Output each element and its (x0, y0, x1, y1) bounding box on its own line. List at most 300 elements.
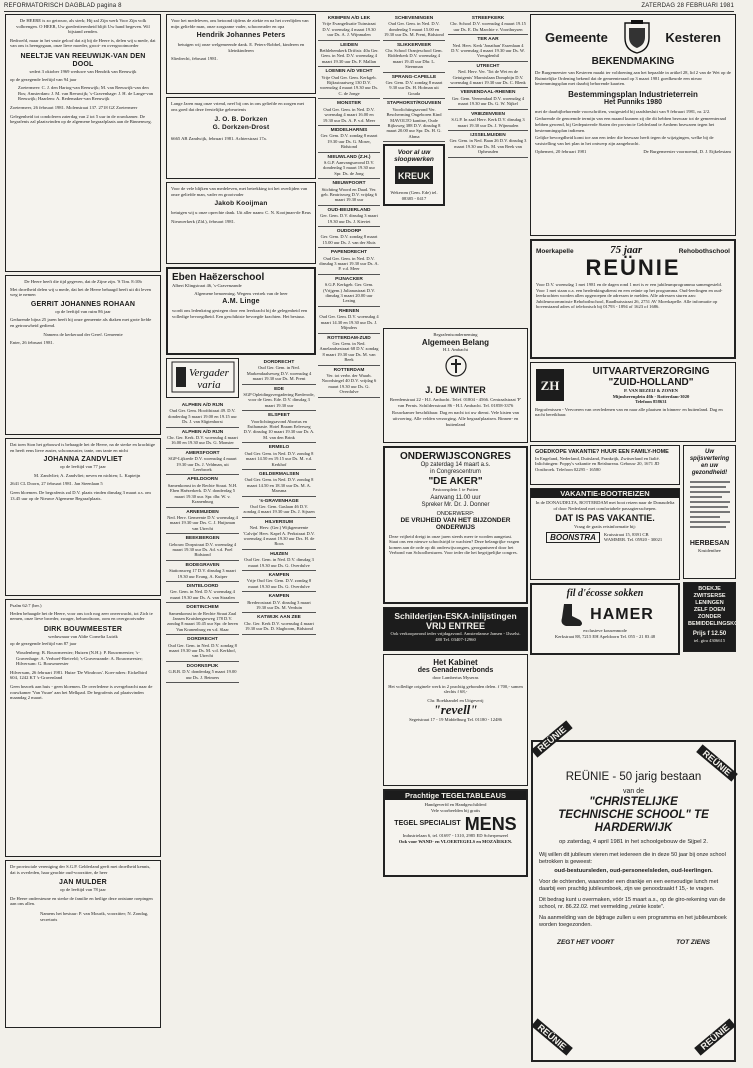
church-service-place: UTRECHT (476, 63, 500, 69)
church-service-entry (166, 662, 239, 683)
death-notice-johanna (5, 438, 161, 596)
svg-text:ZH: ZH (540, 378, 560, 394)
death-notice-gerrit (5, 275, 161, 435)
book-shop-address: Segetstraat 17 - 19 Middelburg Tel. 01180 - 12486 (409, 717, 502, 723)
anniversary-notice-dorkzen (166, 97, 316, 179)
uitvaart-owners: P. VAN BEZEIJ & ZONEN (624, 388, 678, 393)
running-head (4, 3, 734, 12)
church-service-place: BODEGRAVEN (185, 562, 220, 568)
church-service-entry (318, 41, 380, 68)
church-service-place: MONSTER (337, 101, 361, 107)
svg-text:Vergader: Vergader (188, 367, 229, 379)
notice-signature: Namens het bestuur: P. van Mourik, voorzitter; N. Zondag, secretaris (40, 910, 149, 922)
notice-intro: Met droefheid delen wij u mede, dat het de Heere behaagd heeft uit dit leven weg te nemen (10, 286, 151, 298)
school-name: Eben Haëzerschool (172, 272, 265, 283)
congress-topic-heading: ONDERWERP: (436, 510, 475, 517)
church-service-place: STREEFKERK (471, 16, 505, 21)
notice-intro: Voor de vele blijken van medeleven, met betrekking tot het overlijden van onze geliefde man, vader en grootvader (171, 186, 308, 197)
vacancy-intro: Algemene benoeming. Wegens vertrek van de heer (194, 290, 288, 296)
church-service-entry (383, 73, 445, 100)
announcement-signature: De Burgemeester voornoemd, D. J. Eijkelestam (643, 149, 731, 155)
church-service-entry (318, 248, 380, 275)
church-service-place: ROTTERDAM (333, 367, 365, 373)
corner-banner-bottom-right: REÜNIE (694, 1018, 736, 1055)
book-author: door Lambertus Myseras (432, 675, 479, 680)
church-service-details: Chr. School D.V. woensdag 4 maart 19.15 uur Ds. E. Du Marchie v. Voorthuysen (450, 21, 526, 32)
church-service-entry (166, 449, 239, 476)
church-service-details: S.G.P. In zaal Herv. Kerk D.V. dinsdag 3 maart 19.30 uur Ds. J. Wijnmalen (451, 117, 525, 128)
deceased-name: JAN MULDER (59, 879, 107, 887)
church-service-details: S.G.P. Aanvangsavond D.V. donderdag 5 maart 19.30 uur Spr. Ds. de Jong (322, 159, 376, 176)
notice-age: op de gezegende leeftijd van 94 jaar (10, 76, 77, 82)
deceased-name: NEELTJE VAN REEUWIJK-VAN DEN DOOL (20, 52, 146, 68)
church-service-place: OUD-BEIJERLAND (327, 207, 371, 213)
church-service-entry (318, 366, 380, 398)
church-service-place: SCHEVENINGEN (394, 16, 434, 21)
ad-zwitserse-leningen (683, 582, 753, 652)
announcement-title: BEKENDMAKING (591, 56, 675, 67)
church-service-entry (383, 14, 445, 41)
plan-title: Bestemmingsplan Industrieterrein (568, 89, 698, 99)
school-name-line1: "CHRISTELIJKE (589, 796, 678, 808)
ad-onderwijscongres (383, 446, 528, 604)
column-family-notices (5, 14, 161, 1062)
funeral-address: Breedenstraat 22 - H.I. Ambacht. Telef. 01804 - 4566. Centraalstraat 'F' van Pernis. Schildersstraat 86 - H.I. Ambacht. Tel. 01858-3376 (389, 397, 522, 408)
notice-age: op de leeftijd van 78 jaar (60, 887, 106, 893)
church-service-entry (242, 497, 316, 518)
church-service-details: Chr. School Oranjeschool Gem. Ridderkerk D.V. woensdag 4 maart 19.45 uur Dhr. L. Steenman (385, 48, 443, 70)
church-service-entry (242, 613, 316, 634)
svg-text:varia: varia (196, 379, 221, 391)
notice-age: op de leeftijd van ruim 86 jaar (55, 308, 111, 314)
church-service-place: HUIZEN (270, 551, 288, 557)
church-service-details: Vrije Oud Ger. Gem. Kerkgeb. Rijksstraatweg 130 D.V. woensdag 4 maart 19.30 uur Ds. C. de Jonge (319, 74, 379, 96)
small-ads-left (530, 445, 680, 658)
reunie-date: op zaterdag, 4 april 1981 in het schoolgebouw de Sijpel 2. (559, 839, 708, 845)
vakantie-body: In de DONAUDELTA, ROTTERDAM met boot reizen naar de Donaudelta of door Nederland met comfortabele passagiersschepen. (535, 500, 675, 511)
hamer-brand: HAMER (590, 606, 654, 623)
church-service-entry (448, 14, 528, 35)
notice-arrangements: Geen bezoek aan huis - geen bloemen. De overledene is overgebracht naar de rouwkamer 'Van Vuure' aan het Melkpad. De begrafenis zal plaatsvinden maandag 2 maart. (10, 683, 153, 701)
congress-topic: DE VRIJHEID VAN HET BIJZONDER ONDERWIJS (400, 516, 511, 532)
tegel-title: Prachtige TEGELTABLEAUS (385, 791, 526, 800)
church-service-details: Oud Ger. Gem. Hoofdstraat 49. D.V. donderdag 5 maart 19.00 en 19.15 uur Ds. J. van Sligtenhorst (168, 408, 237, 425)
announcement-body-1: De Burgemeester van Kesteren maakt ter voldoening aan het bepaalde in artikel 28, lid 2 van de Wet op de Ruimtelijke Ordening bekend dat de gemeenteraad op 3 maart 1981 goedkeurde een nieuw bestemmingsplan met daarbij behorende kaarten. (535, 70, 731, 87)
svg-text:KREUK: KREUK (397, 171, 431, 182)
notice-verse: De HEERE is zo getrouw, als sterk; Hij zal Zijn werk Voor Zijn volk volbrengen. O HEER, Uw goedertierenheid blijft Uw hand begeven. Wil bijstand zenden. (16, 18, 150, 35)
vergader-varia-icon (171, 361, 235, 393)
funeral-title: Algemeen Belang (421, 337, 490, 347)
person-name-2: G. Dorkzen-Drost (212, 124, 270, 132)
church-service-entry (242, 550, 316, 571)
death-notice-neeltje (5, 14, 161, 272)
ad-reunie-rehobothschool (530, 239, 736, 359)
page-header-left: REFORMATORISCH DAGBLAD pagina 8 (4, 3, 122, 9)
book-subtitle: des Genadenverbonds (417, 667, 494, 674)
church-service-details: Stichting Woord en Daad. Ver. geb. Beatrixweg D.V. vrijdag 6 maart 19.30 uur (320, 186, 378, 203)
church-service-list (166, 401, 239, 683)
church-service-entry (242, 411, 316, 443)
church-service-entry (318, 99, 380, 126)
church-service-entry (318, 307, 380, 334)
schilderij-subtitle: VRIJ ENTREE (425, 621, 485, 631)
vacancy-body: wordt ons ledenkring gestegen door een leerkracht bij de gelegenheid een volledige bevoegdheid. Een geschiktste bevoegde krachten. Het bestuur. (172, 308, 308, 319)
thanks-notice-kooijman (166, 182, 316, 264)
church-service-entry (242, 470, 316, 497)
church-service-entry (318, 14, 380, 41)
church-service-list-2 (242, 358, 316, 683)
church-service-place: GELDERMALSEN (258, 471, 300, 477)
herbesan-text-block (690, 479, 730, 539)
church-service-entry (448, 35, 528, 62)
funeral-heading: Begrafenisonderneming (433, 332, 478, 337)
small-ads-right (683, 445, 753, 658)
church-service-details: Ver. tot verbr. der Waarh. Noordsingel 40 D.V. vrijdag 6 maart 19.30 uur Ds. G. Overdulve (321, 372, 377, 395)
tegel-address: Industrielaan 6, tel. 01697 - 1310, 2985 ED Scherpenzeel (402, 833, 509, 839)
congress-time: Aanvang 11.00 uur (430, 494, 481, 501)
notice-footer: 2641 CL Doorn, 27 februari 1981. Jan Steenlaan 5 (10, 481, 103, 487)
church-service-details: Oud Ger. Gem. in Ned. D.V. donderdag 5 maart 15.00 en 19.30 uur Ds. M. Prent, Bidstond (384, 21, 444, 38)
church-service-entry (242, 518, 316, 550)
tegel-bottom: Ook voor WAND- en VLOERTEGELS en MOZAÏEKEN. (398, 838, 513, 844)
church-service-details: Ger. Gem. Veenendaal D.V. woensdag 4 maart 19.30 uur Ds. G. W. Nijkel (451, 95, 525, 107)
church-service-details: Ger. Gem. in Ned. Baan 26 D.V. dinsdag 3 maart 19.30 uur Ds. M. van Beek van Opheusden (449, 138, 527, 155)
church-service-place: KATWIJK AAN ZEE (257, 615, 301, 621)
ad-kabinet-genadenverbond (383, 654, 528, 786)
uitvaart-body: Begrafenissen - Vervoeren van overledenen van en naar alle plaatsen in binnen- en buitenland. Dag en nacht bereikbaar. (535, 406, 723, 418)
church-service-entry (448, 110, 528, 131)
meetings-area (166, 358, 316, 683)
reunie-headline: REÜNIE - 50 jarig bestaan (565, 771, 702, 783)
church-service-place: VRIEZENVEEN (471, 111, 505, 117)
church-service-entry (318, 275, 380, 307)
church-service-details: Ned. Herv. (Ger.) Wijkgemeente 'Calvijn' Herv. Kapel A. Perkstraat D.V. woensdag 4 maart 19.30 uur Drs. H. de Roos (243, 525, 315, 547)
corner-banner-top-left: REÜNIE (531, 720, 573, 757)
announcement-body-2: met de daarbijbehorende voorschriften, vastgesteld bij raadsbesluit van 9 februari 1981, nr. 2/2. (535, 108, 711, 114)
funeral-subtitle: H.I. Ambacht (443, 346, 468, 352)
herbesan-brand: HERBESAN (689, 540, 730, 548)
notice-body: betuigen wij u onze oprechte dank. Uit aller naam: C. N. Kooijman-de Reus (171, 210, 311, 216)
reunie-body-4: Na aanmelding van de bijdrage zullen u een programma en het jubileumboek worden toegezonden. (539, 915, 727, 928)
church-service-entry (166, 401, 239, 428)
kreuk-logo-icon (394, 165, 434, 185)
boonstra-brand: BOONSTRA (546, 532, 600, 543)
church-service-entry (318, 126, 380, 153)
church-service-place: DORDRECHT (187, 637, 218, 643)
small-ads-row (530, 445, 753, 658)
church-service-details: Vrije Evangelisatie Tuinstraat D.V. woensdag 4 maart 19.30 uur Ds. A. J. Wijnmalen (322, 21, 376, 38)
church-service-details: Oud Ger. Gem. in Ned. D.V. zondag 8 maart 14.50 en 19.15 uur Ds. M. v.d. Kerkhof (244, 450, 314, 467)
notice-intro: Bedroefd, maar in het vaste geloof dat zij bij de Heere is, delen wij u mede, dat van ons is heengegaan, onze lieve moeder, groot- en overgrootmoeder (10, 37, 156, 49)
church-service-place: 's-GRAVENHAGE (259, 498, 299, 504)
sloop-address: Wekerom (Gem. Ede) tel. 08385 - 0417 (390, 190, 438, 201)
ad-herbesan (683, 445, 736, 579)
church-service-entry (318, 227, 380, 248)
church-service-place: KAMPEN (268, 573, 290, 578)
notice-footer: Hilversum, 26 februari 1981. Huize 'De Windroos'. Koer-adres: Eickelbird 604, 1242 KT 's-Gravenland (10, 669, 147, 681)
congress-speaker: Spreker Mr. Dr. J. Donner (421, 501, 490, 508)
church-service-place: DINTELOORD (186, 583, 219, 589)
church-service-entry (448, 131, 528, 158)
church-service-details: Oud Ger. Gem. in Ned. D.V. zondag 8 maart 14.50 en 18.30 uur Ds. M. A. Marsma (244, 477, 314, 494)
tegel-subtitle: Handgeverfd en Handgeschilderd (424, 802, 487, 807)
church-service-entry (242, 592, 316, 613)
church-service-entry (318, 67, 380, 99)
ad-family-home (530, 445, 680, 485)
church-service-details: Ger. Gem. D.V. zondag 8 maart 15.00 uur Ds. J. van der Sluis (320, 234, 378, 245)
revell-brand: "revell" (433, 702, 478, 718)
church-service-entry (448, 62, 528, 89)
church-service-entry (242, 571, 316, 592)
church-service-place: TER AAR (477, 37, 499, 43)
notice-verse: Dat toen Sion het gebouwd is behaagde het de Heere, na de sterke en krachtige en heeft eens lieve zuster, schoonzuster, tante, ons tante en nicht (10, 442, 156, 453)
plan-subtitle: Het Punniks 1980 (604, 98, 662, 106)
cross-logo-icon (445, 355, 467, 377)
ad-reunie-christelijke-technische-school (531, 724, 736, 1062)
municipality-name: Kesteren (665, 29, 721, 45)
notice-arrangements: Geen bloemen. De begrafenis zal D.V. plaats vinden dinsdag 3 maart a.s. om 13.45 uur op de Nieuwe Algemene Begraafplaats. (10, 489, 151, 501)
church-service-details: Oud Ger. Gem. D.V. woensdag 4 maart 14.30 en 19.30 uur Ds. J. Mijnders (319, 314, 379, 331)
school-address: Albert Klingstraat 46, 's-Gravenzande (172, 283, 242, 288)
church-service-entry (242, 443, 316, 470)
church-service-entry (166, 508, 239, 535)
notice-subtitle: sedert 3 oktober 1969 weduwe van Hendrik van Reeuwijk (29, 68, 137, 74)
deceased-name: GERRIT JOHANNES ROHAAN (30, 300, 136, 308)
ad-schilderijen (383, 607, 528, 651)
notice-family: M. Zandvliet; A. Zandvliet; neven en nichten; L. Kapteijn (34, 472, 141, 478)
vakantie-sub: Vraag de gratis reisinformatie bij: (574, 524, 636, 530)
vakantie-title: VAKANTIE-BOOTREIZEN (531, 489, 679, 498)
church-service-entry (166, 475, 239, 507)
notice-body: Gedurende bijna 25 jaren heeft hij onze gemeente als diaken met grote liefde en getrouwheid gediend. (10, 317, 152, 328)
herbesan-sub: Kruidenthee (698, 548, 721, 554)
funeral-services: Rouwkamer beschikbaar. Dag en nacht tot uw dienst. Vele kisten van uitvoering. Alle velden verzorging. Alle begraafplaatsen. Binnen- en buitenland (392, 410, 519, 427)
church-service-details: Samenkomst in de Rechte Straat. N.H. Eben Haëzerkerk. D.V. donderdag 5 maart 19.30 uur. Spr. dhr. W. v. Kranenburg (167, 482, 238, 505)
loan-price: Prijs f 12.50 (692, 631, 727, 637)
church-service-entry (383, 41, 445, 73)
church-service-details: Stationsweg 17 D.V. dinsdag 3 maart 19.30 uur Evang. A. Kuiper (169, 568, 236, 579)
church-service-details: Oud Ger. Gem. in Ned. D.V. dinsdag 3 maart 19.30 uur Ds. G. Overdulve (244, 557, 314, 568)
church-service-details: Oud Ger. Gem. Gaslaan 46 D.V. zondag 4 maart 19.30 uur Ds. J. Sijssen (243, 503, 315, 515)
church-service-details: Gebouw Dorpstraat D.V. woensdag 4 maart 19.30 uur Ds. Ad. v.d. Poel Bidstond (168, 541, 237, 558)
school-name-line2: TECHNISCHE SCHOOL" TE (558, 809, 709, 821)
church-service-place: ARNEMUIDEN (186, 509, 219, 515)
notice-body: De Heere ondersteune en sterke de familie en heilige deze ontstane roepingen aan ons allen. (10, 895, 153, 907)
church-service-column-3 (318, 14, 380, 1062)
notice-footer: Nieuwerkerk (Zld.), februari 1981. (171, 218, 236, 224)
church-service-place: ERMELO (268, 445, 290, 451)
notice-intro: Voor het medeleven, ons betoond tijdens de ziekte en na het overlijden van mijn geliefde man, onze zorgzame vader, schoonvader en opa (171, 18, 309, 29)
church-service-details: Ger. Gem. in Ned. D.V. woensdag 4 maart 19.30 uur Ds. A. van Straalen (170, 589, 235, 600)
church-service-place: RHENEN (338, 308, 360, 314)
notice-intro: Lange Jaren mag onze vriend, neef bij ons in ons geliefde en zorgen met ons goed dat deze feestelijke gebeurtenis (171, 101, 305, 112)
church-service-details: Oud Ger. Gem. in Ned. D.V. zondag 8 maart 19.30 uur Ds. M. v.d. Kerkhof, van Utrecht (168, 642, 237, 659)
church-service-place: SLIKKERVEER (396, 42, 432, 48)
congress-venue: "DE AKER" (428, 476, 483, 487)
hamer-address: Kerkstraat 88, 7215 EH Apeldoorn Tel. 055 - 21 83 48 (554, 633, 656, 639)
family-home-title: GOEDKOPE VAKANTIE? HUUR EEN FAMILY-HOME (535, 449, 669, 455)
church-service-entry (318, 334, 380, 366)
church-service-place: EDE (274, 386, 284, 392)
notice-family: Woudenberg: B. Bouwmeester; Huizen (N.H.): P. Bouwmeester; 's-Gravenhage: A. Verhoef-Rietveld; 's-Gravenzande: A. Bouwmeester; Hilversum: G. Bouwmeester (16, 649, 143, 667)
church-service-place: VEENENDAAL-RHENEN (460, 90, 516, 96)
church-service-details: SGP-Lijkrede D.V. woensdag 4 maart 19.30 uur Ds. J. Veldman, uit Leerbroek (168, 456, 237, 473)
church-service-place: MIDDELHARNIS (330, 127, 368, 133)
herbesan-title: Uw spijsvertering en uw gezondheid! (689, 449, 730, 476)
church-service-entry (242, 358, 316, 385)
hamer-sub: exclusieve kousenmode (583, 628, 627, 633)
reunie-audience: oud-bestuursleden, oud-personeelsleden, oud-leerlingen. (554, 867, 713, 874)
church-service-entry (383, 99, 445, 142)
church-service-details: Chr. Ger. Kerk. D.V. woensdag 4 maart 16.00 en 19.30 uur Ds. G. Monster (167, 435, 238, 446)
notice-footer: Enter, 26 februari 1981. (10, 340, 54, 346)
church-service-place: ROTTERDAM-ZUID (327, 335, 371, 341)
schilderij-title: Schilderijen-ESKA-inlijstingen (394, 611, 517, 621)
notice-signature: Namens de kerkeraad der Geref. Gemeente (43, 331, 123, 337)
church-service-details: SGP Opleidingsvergadering Brederode, voor de Gem. Ede. D.V. dinsdag 3 maart 19.30 uur (243, 392, 315, 408)
church-service-details: Ger. Gem. in Ned. Amelandsestraat 68 D.V. zondag 8 maart 19.30 uur Ds. M. van Beek (319, 340, 379, 363)
notice-body: betuigen wij onze welgemeende dank. E. Peters-Robbel, kinderen en kleinkinderen (177, 42, 305, 53)
reunie-body: Voor D.V. woensdag 1 mei 1981 en de dagen rond 1 mei is er een jubileumprogramma samengesteld. Voor 1 mei staan o.a. een herdenkingsdienst en een reünie op het programma. Oud-leerlingen en oud-leerkrachten worden allen opgeroepen de adressen te melden. Alle adressen sturen aan: Jubileumcommissie Rehobothschool, Raadhuisstraat 26, 2751 AV Moerkapelle. Alle informatie op bovenstaand adres of telefonisch bij 01793 - 1894 of 1623 of 1686. (536, 282, 723, 310)
tegel-brand-1: TEGEL SPECIALIST (394, 820, 461, 828)
funeral-director: J. DE WINTER (425, 385, 486, 396)
church-service-entry (166, 635, 239, 662)
church-service-place: AMERSFOORT (185, 450, 220, 456)
ad-gemeente-kesteren (530, 14, 736, 236)
church-service-details: Vrije Oud Ger. Gem. D.V. zondag 8 maart 19.30 uur Ds. G. Overdulve (246, 578, 312, 589)
reunie-school: Rehobothschool (678, 248, 730, 255)
reunie-van: van de (622, 788, 645, 795)
notice-footer: Sliedrecht, februari 1981. (171, 56, 218, 62)
reunie-years: 75 jaar (610, 244, 643, 256)
loan-phone: tel. gira 4306615 (693, 638, 726, 643)
church-service-place: ELSPEET (268, 413, 290, 419)
sloop-line1: Voor al uw (397, 149, 431, 157)
congress-address: Pastoorsplein 1 te Putten (432, 487, 479, 492)
announcement-body-4: Gelijke bevoegdheid komt toe aan een ieder die bezwaar heeft tegen de wijzigingen, welke bij de vaststelling van het plan in het ontwerp zijn aangebracht. (535, 135, 714, 146)
family-home-body: In Engeland, Nederland, Duitsland, Frankrijk, Zwitserland en Italië. Inlichtingen: Poppy's vakantie en Reisbureau. Gebouw 20, 1671 JD Oostbroek. Telefoon 02295 - 16580 (535, 455, 660, 472)
church-service-place: KRIMPEN A/D LEK (327, 16, 371, 21)
church-service-place: DORDRECHT (263, 360, 295, 365)
church-service-details: Oud Ger. Gem. in Ned. D.V. woensdag 4 maart 16.00 en 19.30 uur Ds. A. P. v.d. Meer (322, 106, 376, 123)
church-service-entry (166, 603, 239, 635)
congress-body: Deze vrijheid dreigt in onze jaren steeds meer te worden aangetast. Staat ons een nieuwe schoolstrijd te wachten? Deze belangrijke vragen komen aan de orde op dit onderwijscongres, georganiseerd door het Verbond van Schoolbesturen. Voor ieder die het begrijpelijke congres. (389, 533, 520, 556)
notice-footer: Zoetermeer, 26 februari 1981. Molenstraat 137. 2718 GZ Zoetermeer (10, 104, 138, 110)
uitvaart-logo-icon (535, 368, 565, 402)
deceased-name: DIRK BOUWMEESTER (43, 625, 123, 633)
church-service-place: PIJNACKER (335, 276, 363, 282)
notice-age: op de leeftijd van 77 jaar (60, 464, 106, 470)
uitvaart-phone: Telefoon 858631 (635, 399, 667, 405)
church-service-place: DOETINCHEM (186, 605, 219, 611)
church-service-details: G.B.B. D.V. donderdag 5 maart 19.00 uur Ds. J. Beimers (168, 669, 237, 680)
church-service-details: Chr. Ger. Kerk D.V. woensdag 4 maart 19.30 uur Ds. D. Slagboom, Bidstond (244, 620, 314, 632)
loan-lines: BOEKJE ZWITSERSE LENINGEN ZELF DOEN ZONDER BEMIDDELINGSKOSTEN (688, 586, 753, 627)
notice-arrangements: Gelegenheid tot condoleren zaterdag van 2 tot 5 uur in de rouwkamer. De begrafenis zal plaatsvinden op de algemene begraafplaats aan de Binnenweg. (10, 113, 152, 125)
church-service-entry (318, 179, 380, 206)
reunie-body-1: Wij willen dit jubileum vieren met iedereen die in deze 50 jaar bij onze school betrokken is geweest: (539, 851, 726, 865)
church-service-details: Voorlichtingsavond Ver. Bescherming Ongeboren Kind MAVOLTO kantine, Oude Rijksweg 388 D.V. dinsdag 8 maart 20.00 uur Spr. Ds. H. G. Abma (386, 106, 442, 139)
church-service-place: LEIDEN (340, 42, 358, 48)
notice-subtitle: weduwnaar van Aldie Cornelia Lutrik (48, 633, 118, 639)
uitvaart-title-2: "ZUID-HOLLAND" (608, 377, 694, 388)
church-service-details: Ger. Gem. D.V. zondag 8 maart 19.30 uur Ds. G. Moser, Bidstond (320, 133, 378, 150)
notice-verse: De Heere heeft die tijd gegeven, dat de Zijne zijn. 'S Tim. 8:10b (24, 279, 142, 284)
church-service-place: ALPHEN A/D RIJN (181, 403, 224, 408)
death-notice-dirk (5, 599, 161, 857)
reunie-title: REÜNIE (585, 255, 681, 280)
church-service-details: Brederostraat D.V. dinsdag 3 maart 19.30 uur Ds. M. Verduin (247, 599, 311, 611)
hamer-title: fil d'écosse sokken (566, 588, 644, 599)
vakantie-slogan: DAT IS PAS VAKANTIE. (555, 513, 655, 524)
tegel-brand-2: MENS (464, 814, 517, 835)
church-service-place: DOORNSPIJK (186, 663, 219, 669)
column-thanks-and-meetings (166, 14, 316, 1062)
boonstra-address: Kruisstraat 15, 8391 CB WAMMER. Tel. 05920 - 30021 (603, 531, 663, 543)
church-service-entry (448, 88, 528, 109)
corner-banner-top-right: REÜNIE (696, 744, 738, 781)
church-service-place: ALPHEN A/D RIJN (181, 429, 224, 435)
vacancy-eben-haezerschool (166, 267, 316, 355)
church-service-entry (166, 428, 239, 449)
church-service-details: Ned. Herv. Ver. 'Tot de Wet en de Getuigenis' Marnixlaan Dompbijn D.V. woensdag 4 maart 19.30 uur Ds. C. Blenk (450, 69, 526, 86)
vergader-varia-logo (166, 358, 239, 398)
person-name: J. O. B. Dorkzen (214, 116, 268, 124)
church-service-entry (166, 534, 239, 561)
book-price: Het volledige originele werk in 2 prachtig gebonden delen. f 700,- samen slechts f 68,- (388, 683, 523, 695)
notice-family: Zoetermeer: C. J. den Hartog-van Reeuwijk; M. van Reeuwijk-van den Bos; Amsterdam: J. M. van Reeuwijk; 's-Gravenhage: J. H. de Lange-van Reeuwijk; Haarlem: A. Redemaker-van Reeuwijk (18, 85, 154, 102)
church-service-place: SPRANG-CAPELLE (391, 74, 437, 80)
reunie-body-2: Voor de ochtenden, waaronder een drankje en een eenvoudige lunch met daarbij een prachtig jubileumboek, zijn we genoodzaakt f 15,- te vragen. (539, 879, 719, 892)
sloop-line2: sloopwerken (394, 156, 434, 164)
death-notice-jan (5, 860, 161, 1028)
church-service-place: LOENEN A/D VECHT (325, 69, 373, 75)
church-service-entry (242, 385, 316, 412)
notice-verse: Psalm 62:7 (ber.) (10, 603, 42, 608)
book-title: Het Kabinet (433, 658, 478, 667)
church-service-place: OUDDORP (336, 229, 362, 234)
reunie-slogan-2: TOT ZIENS (676, 939, 710, 946)
sock-icon (556, 602, 586, 628)
church-service-details: S.G.P. Kerkgeb. Ger. Gem. (Vrijgem.) Julianastraat D.V. dinsdag 3 maart 20.00 uur Lezing (323, 282, 375, 304)
notice-intro: Heden behaagde het de Heere, voor ons toch nog zeer onverwacht, tot Zich te nemen, onze lieve broeder, zwager, behuwdzoon, oom en overgrootvader (10, 610, 153, 622)
church-service-details: Oud Ger. Gem. in Ned. Markendaalseweg D.V. woensdag 4 maart 19.30 uur Ds. M. Prent (246, 365, 312, 382)
uitvaart-address: Mijnsherenplein 46b - Rotterdam-3020 (612, 393, 690, 399)
notice-age: op de gezegende leeftijd van 87 jaar (10, 641, 77, 647)
person-name: Hendrik Johannes Peters (196, 32, 286, 40)
reunie-slogan-1: ZEGT HET VOORT (557, 939, 614, 946)
church-service-details: Ger. Gem. D.V. dinsdag 3 maart 19.30 uur Ds. J. Kieviet (320, 213, 378, 224)
ad-tegeltableaus (383, 789, 528, 877)
church-service-place: NIEUWLAND (Z.H.) (327, 154, 371, 160)
school-name-line3: HARDERWIJK (594, 822, 673, 834)
schilderij-address: Ook verkoopavond ieder vrijdagavond. Amsterdamse Jansen - IJsselst. 480 Tel. 03407-12960 (390, 631, 521, 642)
ad-sloopwerken (383, 144, 445, 206)
notice-intro: De provinciale vereniging der S.G.P. Gelderland geeft met droefheid kennis, dat is overleden, haar geachte oud-voorzitter, de heer (10, 864, 151, 875)
thanks-notice-peters (166, 14, 316, 94)
congress-place: in Congrescentrum (430, 469, 481, 475)
church-service-place: STAPHORST/ROUVEEN (386, 101, 442, 107)
church-service-entry (318, 206, 380, 227)
ad-uitvaartverzorging (530, 362, 736, 442)
congress-title: ONDERWIJSCONGRES (400, 451, 511, 462)
municipality-label: Gemeente (545, 29, 608, 45)
notice-footer: 6665 AB Zandwijk, februari 1981. Achterstraat 17a. (171, 136, 267, 142)
person-name: Jakob Kooijman (214, 200, 268, 208)
church-service-entry (166, 582, 239, 603)
tegel-line: Vele voorbeelden bij gratis (430, 807, 481, 813)
church-service-entry (318, 153, 380, 180)
